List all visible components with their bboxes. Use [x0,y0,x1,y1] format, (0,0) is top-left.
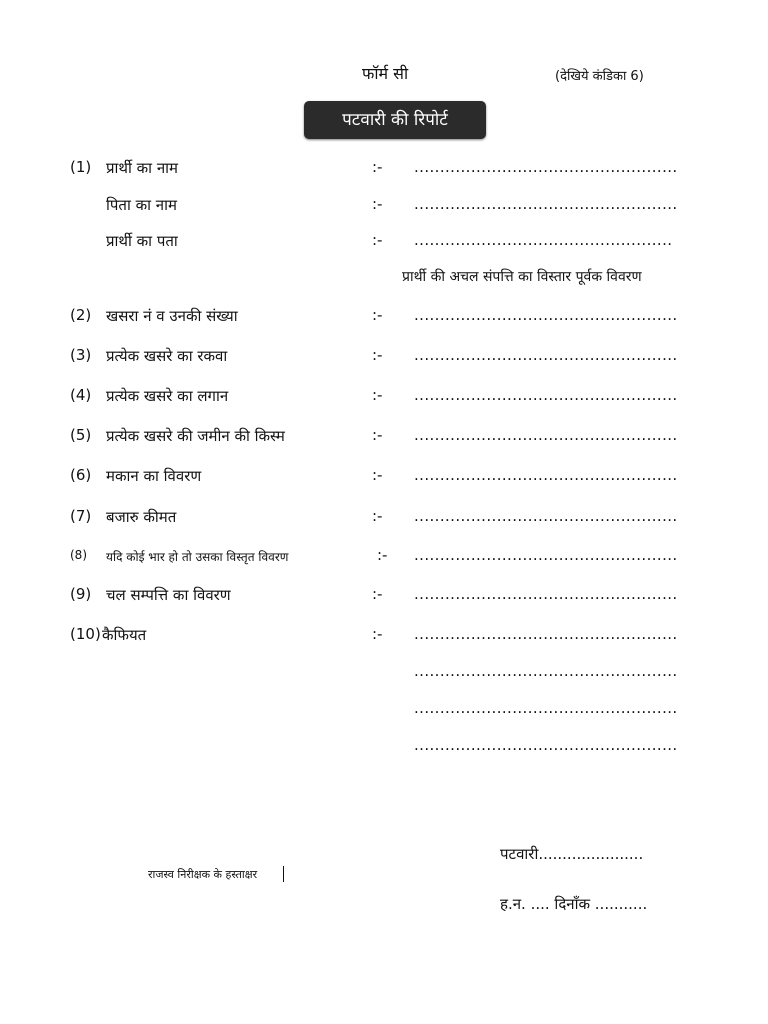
fill-line[interactable]: ................................................... [414,426,678,444]
row-separator: :- [372,306,383,324]
row-label: कैफियत [102,626,147,644]
row-label: प्रार्थी का नाम [106,159,179,177]
report-heading: पटवारी की रिपोर्ट [304,101,486,139]
row-separator: :- [372,386,383,404]
hn-date-line[interactable]: ह.न. .... दिनाँक ........... [500,895,648,913]
form-row-item-10 [0,625,768,649]
form-row-item-6 [0,466,768,490]
row-separator: :- [372,346,383,364]
row-label: चल सम्पत्ति का विवरण [106,586,231,604]
row-number: (4) [70,386,92,404]
fill-line[interactable]: ................................................... [414,699,678,717]
row-label: मकान का विवरण [106,467,202,485]
row-separator: :- [372,585,383,603]
form-row-item-3 [0,346,768,370]
row-separator: :- [372,426,383,444]
row-label: खसरा नं व उनकी संख्या [106,307,238,325]
form-row-applicant-address [0,231,768,255]
row-number: (9) [70,585,92,603]
fill-line[interactable]: ................................................... [414,546,678,564]
fill-line[interactable]: ................................................... [414,306,678,324]
row-number: (10) [70,625,101,643]
fill-line[interactable]: ................................................... [414,466,678,484]
form-row-item-8 [0,546,768,570]
row-label: प्रत्येक खसरे का रकवा [106,347,228,365]
form-row-applicant-name [0,158,768,182]
form-row-father-name [0,195,768,219]
row-label: प्रत्येक खसरे का लगान [106,387,229,405]
row-separator: :- [372,625,383,643]
row-number: (7) [70,507,92,525]
row-label: बजारु कीमत [106,508,177,526]
row-separator: :- [372,158,383,176]
fill-line[interactable]: ................................................... [414,625,678,643]
fill-line[interactable]: ................................................... [414,386,678,404]
row-label: प्रत्येक खसरे की जमीन की किस्म [106,427,285,445]
row-separator: :- [377,546,388,564]
row-number: (6) [70,466,92,484]
fill-line[interactable]: ................................................... [414,346,678,364]
row-label: पिता का नाम [106,196,177,214]
fill-line[interactable]: ................................................... [414,736,678,754]
form-row-item-5 [0,426,768,450]
fill-line[interactable]: .................................................. [414,231,673,249]
form-row-item-7 [0,507,768,531]
form-row-item-4 [0,386,768,410]
fill-line[interactable]: ................................................... [414,158,678,176]
fill-line[interactable]: ................................................... [414,662,678,680]
fill-line[interactable]: ................................................... [414,195,678,213]
row-separator: :- [372,466,383,484]
row-separator: :- [372,195,383,213]
revenue-inspector-signature: राजस्व निरीक्षक के हस्ताक्षर [148,868,258,881]
row-label: प्रार्थी का पता [106,232,178,250]
form-row-item-2 [0,306,768,330]
extra-line-3 [0,736,768,760]
fill-line[interactable]: ................................................... [414,585,678,603]
row-number: (5) [70,426,92,444]
row-number: (1) [70,158,92,176]
form-title: फॉर्म सी [362,64,409,83]
reference-note: (देखिये कंडिका 6) [555,69,644,84]
extra-line-1 [0,662,768,686]
row-number: (8) [70,548,87,562]
fill-line[interactable]: ................................................... [414,507,678,525]
row-label: यदि कोई भार हो तो उसका विस्तृत विवरण [106,550,289,564]
text-cursor [283,866,284,882]
row-separator: :- [372,507,383,525]
patwari-signature-line[interactable]: पटवारी...................... [500,845,644,863]
row-number: (2) [70,306,92,324]
row-number: (3) [70,346,92,364]
row-separator: :- [372,231,383,249]
form-row-item-9 [0,585,768,609]
property-subheading: प्रार्थी की अचल संपत्ति का विस्तार पूर्वक विवरण [402,269,642,285]
extra-line-2 [0,699,768,723]
